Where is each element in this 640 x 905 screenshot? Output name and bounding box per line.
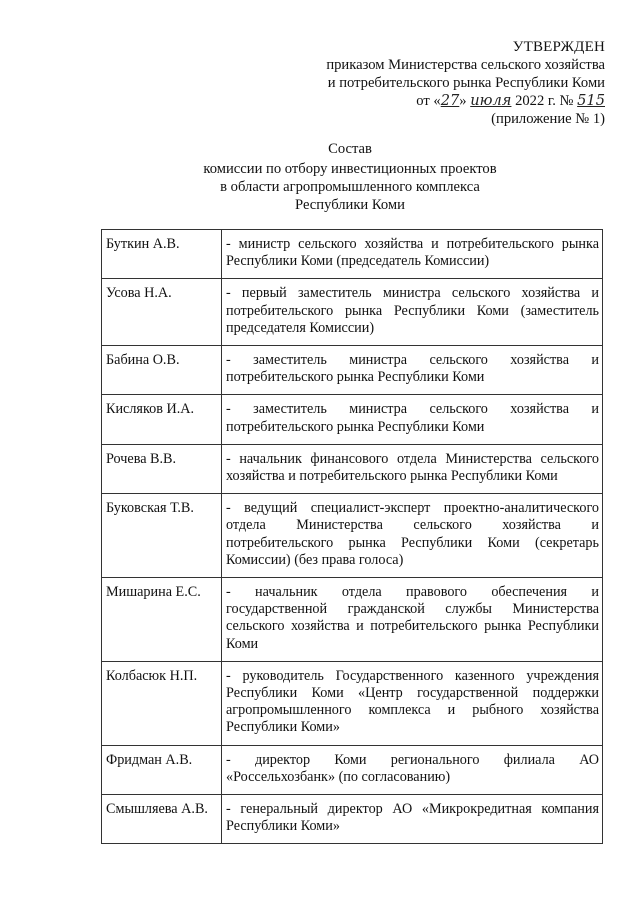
member-name: Колбасюк Н.П. <box>102 661 222 745</box>
member-role: - заместитель министра сельского хозяйства и потребительского рынка Республики Коми <box>222 346 603 395</box>
member-name: Смышляева А.В. <box>102 795 222 844</box>
heading-line-3: Республики Коми <box>295 197 405 213</box>
date-prefix: от « <box>416 93 441 109</box>
member-name: Кисляков И.А. <box>102 395 222 444</box>
member-name: Буковская Т.В. <box>102 494 222 578</box>
approval-line-1: приказом Министерства сельского хозяйства <box>326 57 605 73</box>
table-row <box>102 279 603 346</box>
approval-line-2: и потребительского рынка Республики Коми <box>327 75 605 91</box>
approval-title: УТВЕРЖДЕН <box>512 39 605 55</box>
member-role: - заместитель министра сельского хозяйства и потребительского рынка Республики Коми <box>222 395 603 444</box>
table-row <box>102 494 603 578</box>
table-row <box>102 578 603 662</box>
heading-word: Состав <box>328 141 372 157</box>
member-name: Фридман А.В. <box>102 745 222 794</box>
approval-block <box>285 38 605 128</box>
member-role: - начальник отдела правового обеспечения и государственной гражданской службы Министерства сельского хозяйства и потребительского рынка Республики Коми <box>222 578 603 662</box>
date-month: июля <box>470 92 512 109</box>
commission-table <box>101 229 603 844</box>
order-number: 515 <box>577 92 605 109</box>
date-day: 27 <box>440 92 460 109</box>
table-row <box>102 795 603 844</box>
table-row <box>102 661 603 745</box>
document-heading <box>100 140 600 214</box>
member-role: - первый заместитель министра сельского хозяйства и потребительского рынка Республики Коми (заместитель председателя Комиссии) <box>222 279 603 346</box>
member-role: - руководитель Государственного казенного учреждения Республики Коми «Центр государственной поддержки агропромышленного комплекса и рыбного хозяйства Республики Коми» <box>222 661 603 745</box>
table-row <box>102 395 603 444</box>
table-row <box>102 230 603 279</box>
member-role: - генеральный директор АО «Микрокредитная компания Республики Коми» <box>222 795 603 844</box>
member-name: Рочева В.В. <box>102 444 222 493</box>
table-row <box>102 346 603 395</box>
member-name: Мишарина Е.С. <box>102 578 222 662</box>
heading-line-2: в области агропромышленного комплекса <box>220 179 480 195</box>
approval-date-line <box>285 92 605 110</box>
date-year: 2022 г. № <box>511 93 574 109</box>
member-name: Буткин А.В. <box>102 230 222 279</box>
member-name: Бабина О.В. <box>102 346 222 395</box>
member-role: - министр сельского хозяйства и потребительского рынка Республики Коми (председатель Комиссии) <box>222 230 603 279</box>
appendix-label: (приложение № 1) <box>491 111 605 127</box>
member-name: Усова Н.А. <box>102 279 222 346</box>
table-row <box>102 745 603 794</box>
date-mid: » <box>459 93 467 109</box>
heading-line-1: комиссии по отбору инвестиционных проектов <box>203 161 497 177</box>
member-role: - начальник финансового отдела Министерства сельского хозяйства и потребительского рынка Республики Коми <box>222 444 603 493</box>
member-role: - ведущий специалист-эксперт проектно-аналитического отдела Министерства сельского хозяйства и потребительского рынка Республики Коми (секретарь Комиссии) (без права голоса) <box>222 494 603 578</box>
table-row <box>102 444 603 493</box>
member-role: - директор Коми регионального филиала АО «Россельхозбанк» (по согласованию) <box>222 745 603 794</box>
